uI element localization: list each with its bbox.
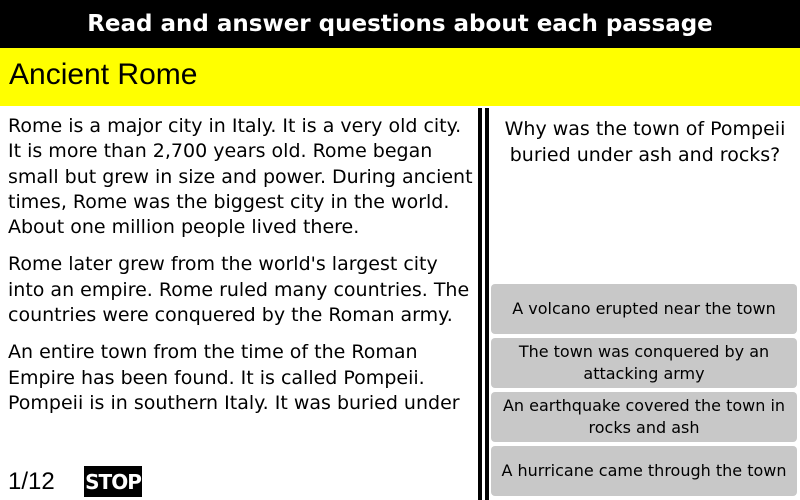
- answer-option-label: An earthquake covered the town in rocks and ash: [502, 396, 786, 437]
- passage-text[interactable]: [8, 114, 478, 454]
- passage-title-bar: [0, 48, 800, 106]
- answer-option-4[interactable]: [491, 446, 797, 496]
- question-counter: 1/12: [8, 468, 55, 495]
- passage-title: Ancient Rome: [9, 58, 198, 91]
- passage-paragraph-1: Rome is a major city in Italy. It is a very old city. It is more than 2,700 years old. Rome began small but grew in size and power. During ancient times, Rome was the biggest city in the world. About one million people lived there.: [8, 115, 473, 239]
- stop-button[interactable]: STOP: [84, 466, 142, 497]
- answer-list: [491, 284, 797, 500]
- answer-option-3[interactable]: [491, 392, 797, 442]
- passage-paragraph-3: An entire town from the time of the Roman Empire has been found. It is called Pompeii. Pompeii is in southern Italy. It was buried under: [8, 341, 460, 414]
- column-divider-left: [478, 108, 482, 500]
- answer-option-label: A volcano erupted near the town: [512, 299, 776, 318]
- column-divider-right: [485, 108, 489, 500]
- answer-option-2[interactable]: [491, 338, 797, 388]
- instructions-header: [0, 0, 800, 48]
- instructions-text: Read and answer questions about each passage: [87, 11, 713, 37]
- passage-paragraph-2: Rome later grew from the world's largest city into an empire. Rome ruled many countries. The countries were conquered by the Roman army.: [8, 253, 470, 327]
- answer-option-label: A hurricane came through the town: [501, 461, 787, 480]
- answer-option-label: The town was conquered by an attacking army: [518, 342, 770, 383]
- question-text: Why was the town of Pompeii buried under ash and rocks?: [504, 118, 786, 166]
- answer-option-1[interactable]: [491, 284, 797, 334]
